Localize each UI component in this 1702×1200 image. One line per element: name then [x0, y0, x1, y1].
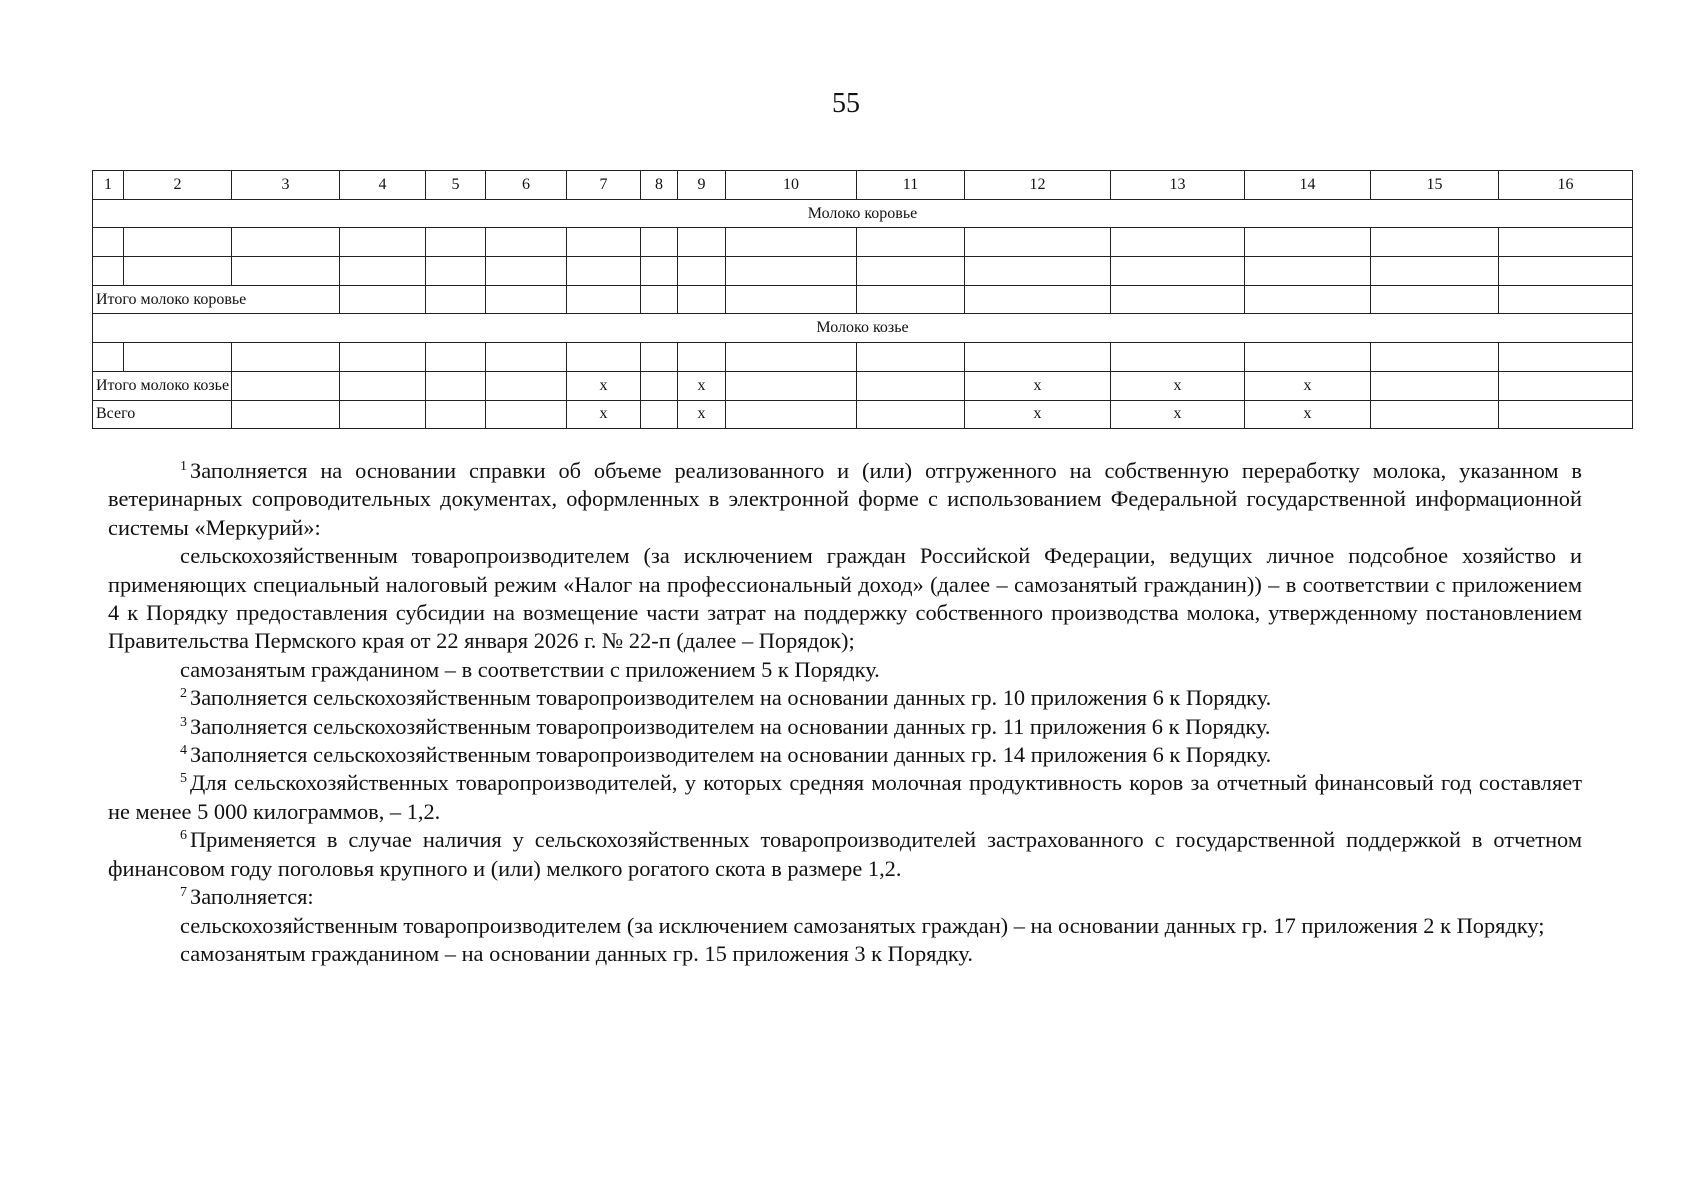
empty-cell: [678, 285, 726, 314]
empty-cell: [426, 343, 486, 372]
column-number-cell: 16: [1499, 171, 1633, 200]
empty-cell: [426, 257, 486, 286]
empty-cell: [340, 285, 426, 314]
total-label-cow-milk: Итого молоко коровье: [93, 285, 340, 314]
column-number-cell: 8: [641, 171, 678, 200]
footnote-paragraph: [108, 912, 1582, 940]
empty-cell: [1371, 285, 1499, 314]
report-table-body: [93, 171, 1633, 429]
column-number-cell: 14: [1245, 171, 1371, 200]
total-mark-cell: [726, 371, 857, 400]
empty-cell: [1111, 343, 1245, 372]
empty-cell: [124, 257, 232, 286]
empty-cell: [1499, 285, 1633, 314]
total-mark-cell: [1371, 371, 1499, 400]
empty-cell: [1371, 228, 1499, 257]
footnote-paragraph: [108, 656, 1582, 684]
empty-cell: [567, 228, 641, 257]
empty-cell: [1371, 343, 1499, 372]
total-row-goat-milk: [93, 371, 1633, 400]
empty-cell: [1245, 228, 1371, 257]
empty-cell: [232, 228, 340, 257]
empty-cell: [486, 228, 567, 257]
footnote-paragraph: [108, 769, 1582, 826]
empty-cell: [486, 285, 567, 314]
column-number-cell: 12: [965, 171, 1111, 200]
column-number-cell: 5: [426, 171, 486, 200]
footnote-text: Применяется в случае наличия у сельскохозяйственных товаропроизводителей застрахованного с государственной поддержкой в отчетном финансовом году поголовья крупного и (или) мелкого рогатого скота в размере 1,2.: [108, 827, 1582, 881]
column-number-cell: 15: [1371, 171, 1499, 200]
empty-cell: [965, 343, 1111, 372]
empty-cell: [567, 257, 641, 286]
total-mark-cell: [1499, 371, 1633, 400]
empty-cell: [567, 285, 641, 314]
empty-cell: [124, 228, 232, 257]
empty-cell: [1499, 343, 1633, 372]
total-mark-cell: [857, 400, 965, 429]
footnotes: [108, 457, 1582, 968]
empty-cell: [486, 343, 567, 372]
empty-cell: [340, 343, 426, 372]
empty-cell: [1111, 285, 1245, 314]
empty-data-row: [93, 257, 1633, 286]
empty-cell: [641, 228, 678, 257]
section-row-cow-milk: [93, 199, 1633, 228]
total-mark-cell: [486, 400, 567, 429]
footnote-paragraph: [108, 684, 1582, 712]
grand-total-label: Всего: [93, 400, 232, 429]
empty-cell: [678, 228, 726, 257]
section-row-goat-milk: [93, 314, 1633, 343]
empty-cell: [1245, 257, 1371, 286]
footnote-number: 2: [180, 686, 187, 702]
footnote-number: 5: [180, 771, 187, 787]
total-row-cow-milk: [93, 285, 1633, 314]
empty-cell: [857, 285, 965, 314]
total-mark-cell: [232, 371, 340, 400]
footnote-text: самозанятым гражданином – в соответствии с приложением 5 к Порядку.: [180, 656, 880, 682]
grand-total-row: [93, 400, 1633, 429]
footnote-text: Заполняется сельскохозяйственным товаропроизводителем на основании данных гр. 14 приложения 6 к Порядку.: [190, 742, 1272, 768]
footnote-text: сельскохозяйственным товаропроизводителем (за исключением самозанятых граждан) – на основании данных гр. 17 приложения 2 к Порядку;: [180, 912, 1545, 938]
total-mark-cell: [340, 371, 426, 400]
empty-cell: [726, 228, 857, 257]
empty-cell: [678, 257, 726, 286]
empty-cell: [426, 228, 486, 257]
footnote-text: сельскохозяйственным товаропроизводителем (за исключением граждан Российской Федерации, ведущих личное подсобное хозяйство и применяющих специальный налоговый режим «Налог на профессиональный доход» (далее – самозанятый гражданин)) – в соответствии с приложением 4 к Порядку предоставления субсидии на возмещение части затрат на поддержку собственного производства молока, утвержденному постановлением Правительства Пермского края от 22 января 2026 г. № 22-п (далее – Порядок);: [108, 543, 1582, 654]
empty-cell: [857, 257, 965, 286]
column-number-cell: 9: [678, 171, 726, 200]
empty-cell: [93, 228, 124, 257]
section-title-cow-milk: Молоко коровье: [93, 199, 1633, 228]
footnote-paragraph: [108, 713, 1582, 741]
empty-cell: [1111, 257, 1245, 286]
total-mark-cell: [857, 371, 965, 400]
empty-cell: [426, 285, 486, 314]
section-title-goat-milk: Молоко козье: [93, 314, 1633, 343]
column-number-cell: 7: [567, 171, 641, 200]
total-mark-cell: [1371, 400, 1499, 429]
total-mark-cell: [641, 371, 678, 400]
empty-cell: [726, 285, 857, 314]
empty-cell: [857, 343, 965, 372]
footnote-text: Заполняется сельскохозяйственным товаропроизводителем на основании данных гр. 11 приложения 6 к Порядку.: [190, 713, 1271, 739]
total-mark-cell: x: [678, 400, 726, 429]
total-mark-cell: x: [965, 371, 1111, 400]
empty-cell: [641, 285, 678, 314]
footnote-number: 3: [180, 714, 187, 730]
column-number-cell: 10: [726, 171, 857, 200]
footnote-number: 1: [180, 459, 187, 474]
footnote-paragraph: [108, 826, 1582, 883]
total-label-goat-milk: Итого молоко козье: [93, 371, 232, 400]
empty-cell: [1245, 343, 1371, 372]
report-table: [92, 170, 1633, 429]
column-number-cell: 4: [340, 171, 426, 200]
empty-cell: [726, 343, 857, 372]
empty-cell: [93, 343, 124, 372]
empty-cell: [1245, 285, 1371, 314]
total-mark-cell: [486, 371, 567, 400]
empty-cell: [678, 343, 726, 372]
empty-cell: [124, 343, 232, 372]
footnote-text: Для сельскохозяйственных товаропроизводителей, у которых средняя молочная продуктивность коров за отчетный финансовый год составляет не менее 5 000 килограммов, – 1,2.: [108, 770, 1582, 824]
total-mark-cell: x: [1111, 400, 1245, 429]
footnote-paragraph: [108, 741, 1582, 769]
empty-cell: [340, 228, 426, 257]
footnote-paragraph: [108, 542, 1582, 656]
column-number-cell: 1: [93, 171, 124, 200]
empty-cell: [1499, 228, 1633, 257]
footnote-number: 7: [180, 885, 187, 901]
total-mark-cell: [641, 400, 678, 429]
empty-cell: [641, 257, 678, 286]
footnote-paragraph: [108, 883, 1582, 911]
total-mark-cell: x: [1111, 371, 1245, 400]
empty-cell: [641, 343, 678, 372]
column-number-cell: 13: [1111, 171, 1245, 200]
column-number-cell: 11: [857, 171, 965, 200]
footnote-paragraph: [108, 940, 1582, 968]
total-mark-cell: x: [1245, 400, 1371, 429]
footnote-text: Заполняется на основании справки об объеме реализованного и (или) отгруженного на собственную переработку молока, указанном в ветеринарных сопроводительных документах, оформленных в электронной форме с использованием Федеральной государственной информационной системы «Меркурий»:: [108, 458, 1582, 540]
footnote-number: 6: [180, 828, 187, 844]
column-number-cell: 3: [232, 171, 340, 200]
empty-cell: [965, 228, 1111, 257]
empty-cell: [340, 257, 426, 286]
total-mark-cell: x: [678, 371, 726, 400]
report-table-container: [92, 170, 1632, 429]
column-number-cell: 2: [124, 171, 232, 200]
empty-data-row: [93, 343, 1633, 372]
empty-cell: [486, 257, 567, 286]
total-mark-cell: [232, 400, 340, 429]
total-mark-cell: [426, 400, 486, 429]
empty-cell: [965, 257, 1111, 286]
total-mark-cell: x: [567, 371, 641, 400]
empty-data-row: [93, 228, 1633, 257]
total-mark-cell: [340, 400, 426, 429]
empty-cell: [857, 228, 965, 257]
total-mark-cell: x: [965, 400, 1111, 429]
empty-cell: [726, 257, 857, 286]
total-mark-cell: x: [567, 400, 641, 429]
empty-cell: [567, 343, 641, 372]
empty-cell: [93, 257, 124, 286]
total-mark-cell: x: [1245, 371, 1371, 400]
empty-cell: [232, 343, 340, 372]
empty-cell: [1499, 257, 1633, 286]
empty-cell: [965, 285, 1111, 314]
total-mark-cell: [426, 371, 486, 400]
column-number-cell: 6: [486, 171, 567, 200]
total-mark-cell: [1499, 400, 1633, 429]
footnote-paragraph: [108, 457, 1582, 542]
footnote-text: Заполняется сельскохозяйственным товаропроизводителем на основании данных гр. 10 приложения 6 к Порядку.: [190, 685, 1272, 711]
footnote-number: 4: [180, 743, 187, 759]
empty-cell: [1111, 228, 1245, 257]
column-number-row: [93, 171, 1633, 200]
empty-cell: [232, 257, 340, 286]
total-mark-cell: [726, 400, 857, 429]
footnote-text: Заполняется:: [190, 884, 314, 910]
page-number: 55: [832, 88, 860, 119]
footnote-text: самозанятым гражданином – на основании данных гр. 15 приложения 3 к Порядку.: [180, 940, 973, 966]
empty-cell: [1371, 257, 1499, 286]
